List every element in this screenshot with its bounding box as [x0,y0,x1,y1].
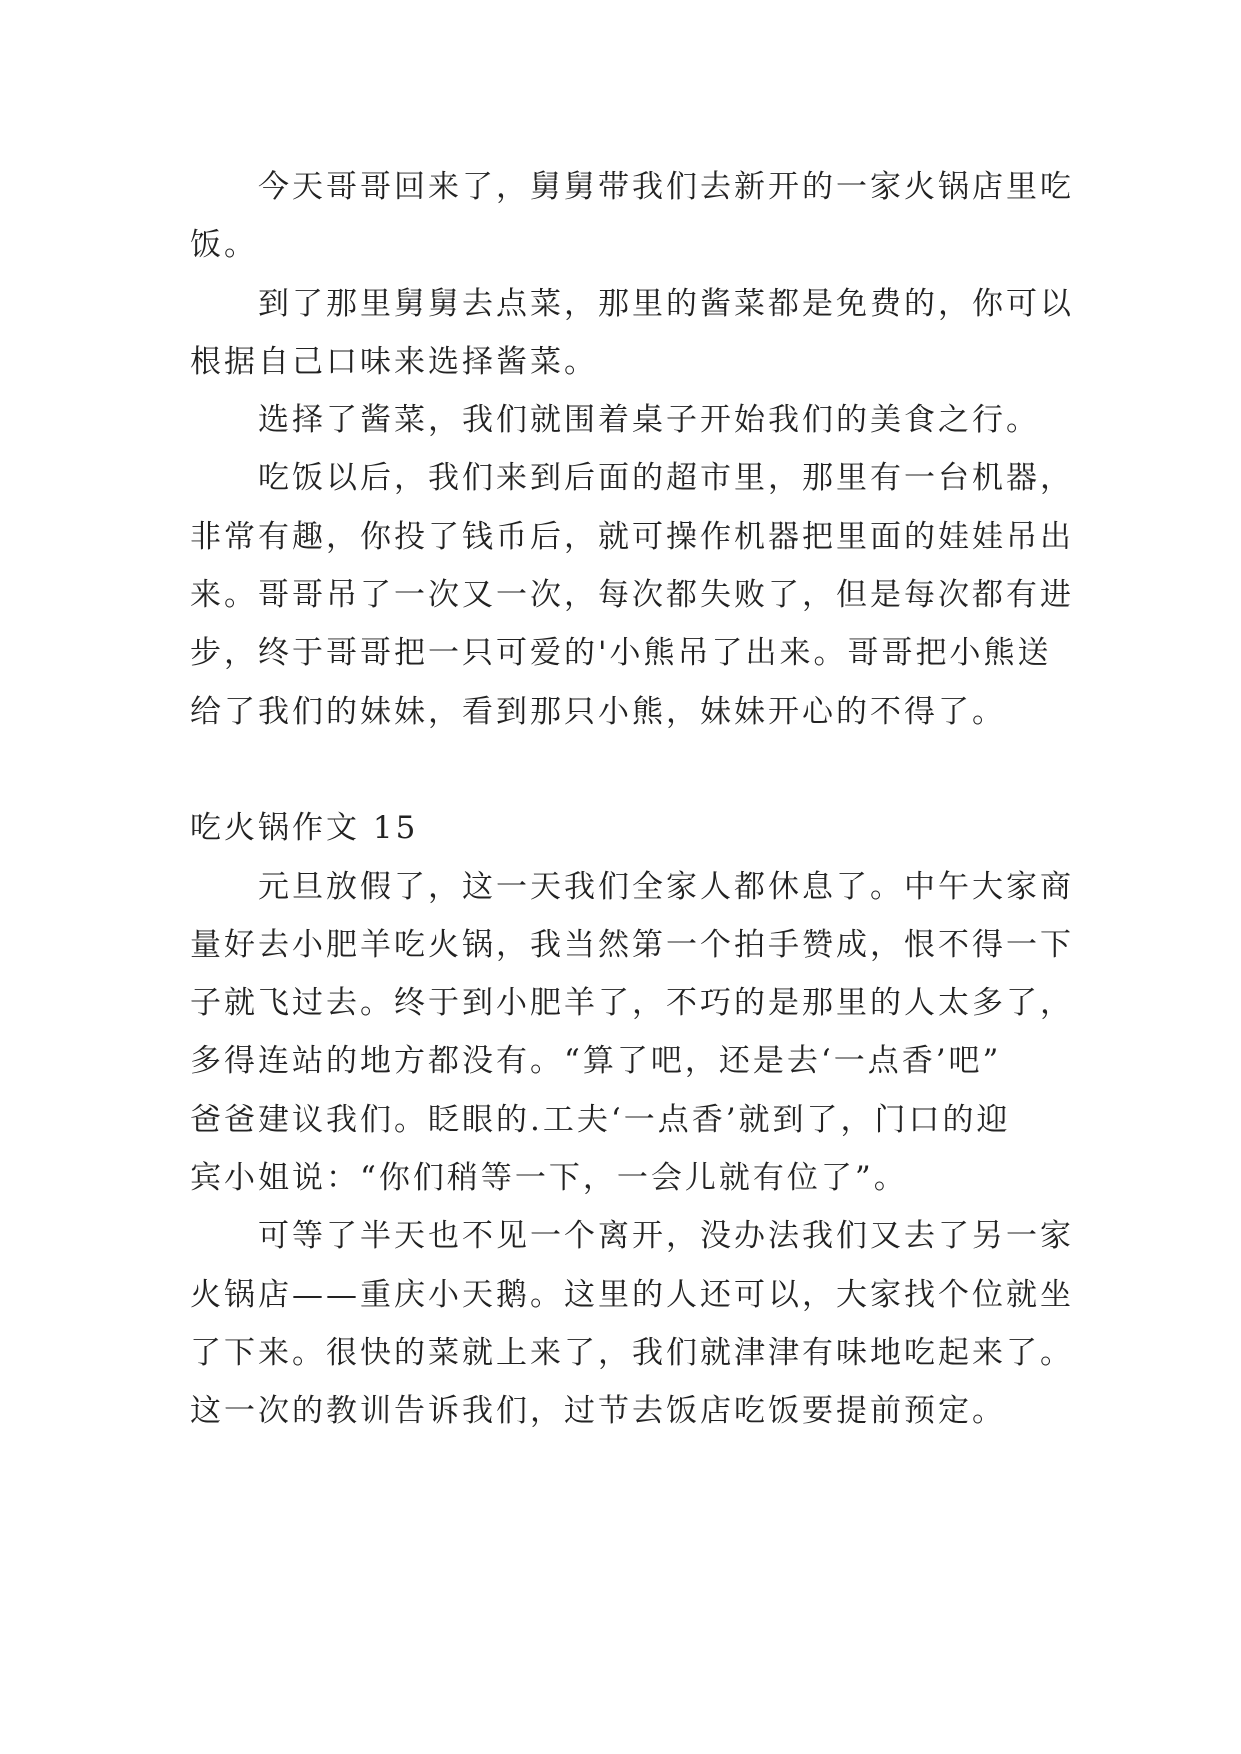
text-line: 今天哥哥回来了，舅舅带我们去新开的一家火锅店里吃 [258,169,1074,205]
essay-section [190,799,1090,1440]
text-line: 多得连站的地方都没有。“算了吧，还是去‘一点香’吧” [190,1043,1002,1080]
text-line: 宾小姐说：“你们稍等一下，一会儿就有位了”。 [190,1160,908,1197]
text-line: 爸爸建议我们。眨眼的.工夫‘一点香’就到了，门口的迎 [190,1101,1011,1138]
text-line: 步，终于哥哥把一只可爱的'小熊吊了出来。哥哥把小熊送 [190,635,1052,672]
text-line: 子就飞过去。终于到小肥羊了，不巧的是那里的人太多了， [190,985,1074,1022]
text-line: 可等了半天也不见一个离开，没办法我们又去了另一家 [258,1218,1074,1255]
text-line: 根据自己口味来选择酱菜。 [190,343,598,380]
text-line: 到了那里舅舅去点菜，那里的酱菜都是免费的，你可以 [258,285,1074,322]
text-line: 饭。 [190,227,258,264]
essay-title: 吃火锅作文 15 [190,810,419,847]
text-line: 量好去小肥羊吃火锅，我当然第一个拍手赞成，恨不得一下 [190,926,1074,963]
paragraph [190,1207,1090,1440]
paragraph [190,449,1090,740]
document-body [190,158,1090,1441]
text-line: 元旦放假了，这一天我们全家人都休息了。中午大家商 [258,868,1074,905]
paragraph [190,858,1090,1208]
text-line: 来。哥哥吊了一次又一次，每次都失败了，但是每次都有进 [190,577,1074,614]
paragraph [190,391,1090,449]
text-line: 了下来。很快的菜就上来了，我们就津津有味地吃起来了。 [190,1334,1074,1371]
paragraph [190,158,1090,275]
paragraph [190,275,1090,392]
text-line: 选择了酱菜，我们就围着桌子开始我们的美食之行。 [258,402,1040,439]
text-line: 火锅店——重庆小天鹅。这里的人还可以，大家找个位就坐 [190,1276,1074,1313]
text-line: 吃饭以后，我们来到后面的超市里，那里有一台机器， [258,460,1074,497]
text-line: 非常有趣，你投了钱币后，就可操作机器把里面的娃娃吊出 [190,518,1074,555]
text-line: 给了我们的妹妹，看到那只小熊，妹妹开心的不得了。 [190,693,1006,730]
text-line: 这一次的教训告诉我们，过节去饭店吃饭要提前预定。 [190,1393,1006,1430]
